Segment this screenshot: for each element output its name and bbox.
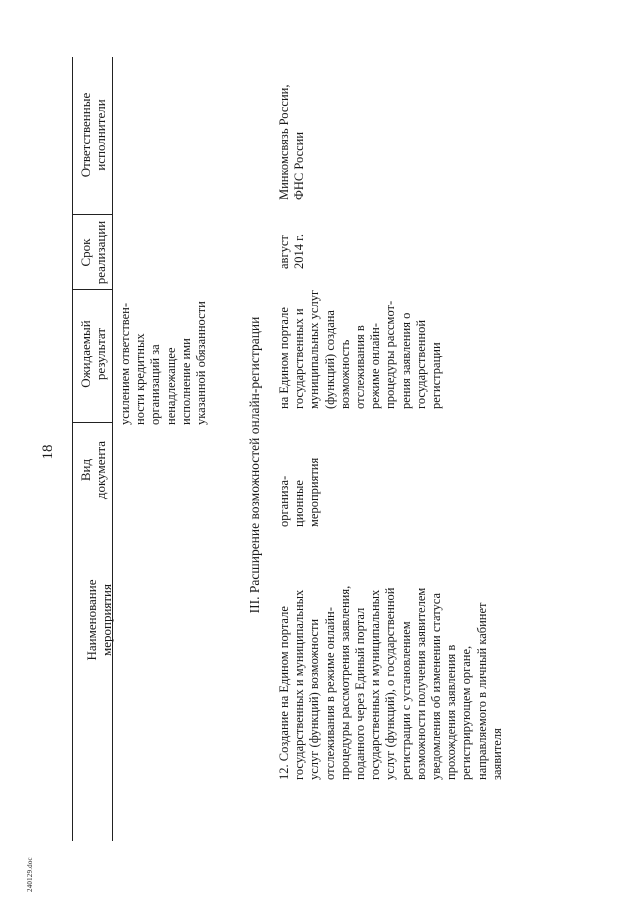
header-responsible: Ответственные исполнители	[78, 92, 108, 178]
cell-row12-expected-result: на Едином портале государственных и муниципальных услуг (функций) создана возможность отслеживания в режиме онлайн- процедуры рассмот- рения заявления о государственной регистрации	[277, 289, 444, 409]
cell-continued-expected-result: усилением ответствен- ности кредитных организаций за ненадлежащее исполнение ими указанной обязанности	[118, 301, 209, 425]
cell-row12-name: 12. Создание на Едином портале государственных и муниципальных услуг (функций) возможности отслеживания в режиме онлайн- процедуры рассмотрения заявления, поданного через Единый портал государственных и муниципальных услуг (функций), о государственной регистрации с установлением возможности получения заявителем уведомления об изменении статуса прохождения заявления в регистрирующем органе, направляемого в личный кабинет заявителя	[277, 585, 504, 780]
page-number: 18	[40, 444, 56, 460]
header-name: Наименование мероприятия	[84, 579, 114, 661]
cell-row12-term: август 2014 г.	[277, 234, 307, 269]
header-term: Срок реализации	[78, 220, 108, 285]
header-expected-result: Ожидаемый результат	[78, 320, 108, 388]
section-title: III. Расширение возможностей онлайн-регистрации	[247, 316, 262, 614]
header-doc-type: Вид документа	[78, 440, 108, 500]
cell-row12-responsible: Минкомсвязь России, ФНС России	[277, 84, 307, 200]
cell-row12-doc-type: организа- ционные мероприятия	[277, 457, 322, 527]
doc-code: 240129.doc	[26, 857, 34, 892]
